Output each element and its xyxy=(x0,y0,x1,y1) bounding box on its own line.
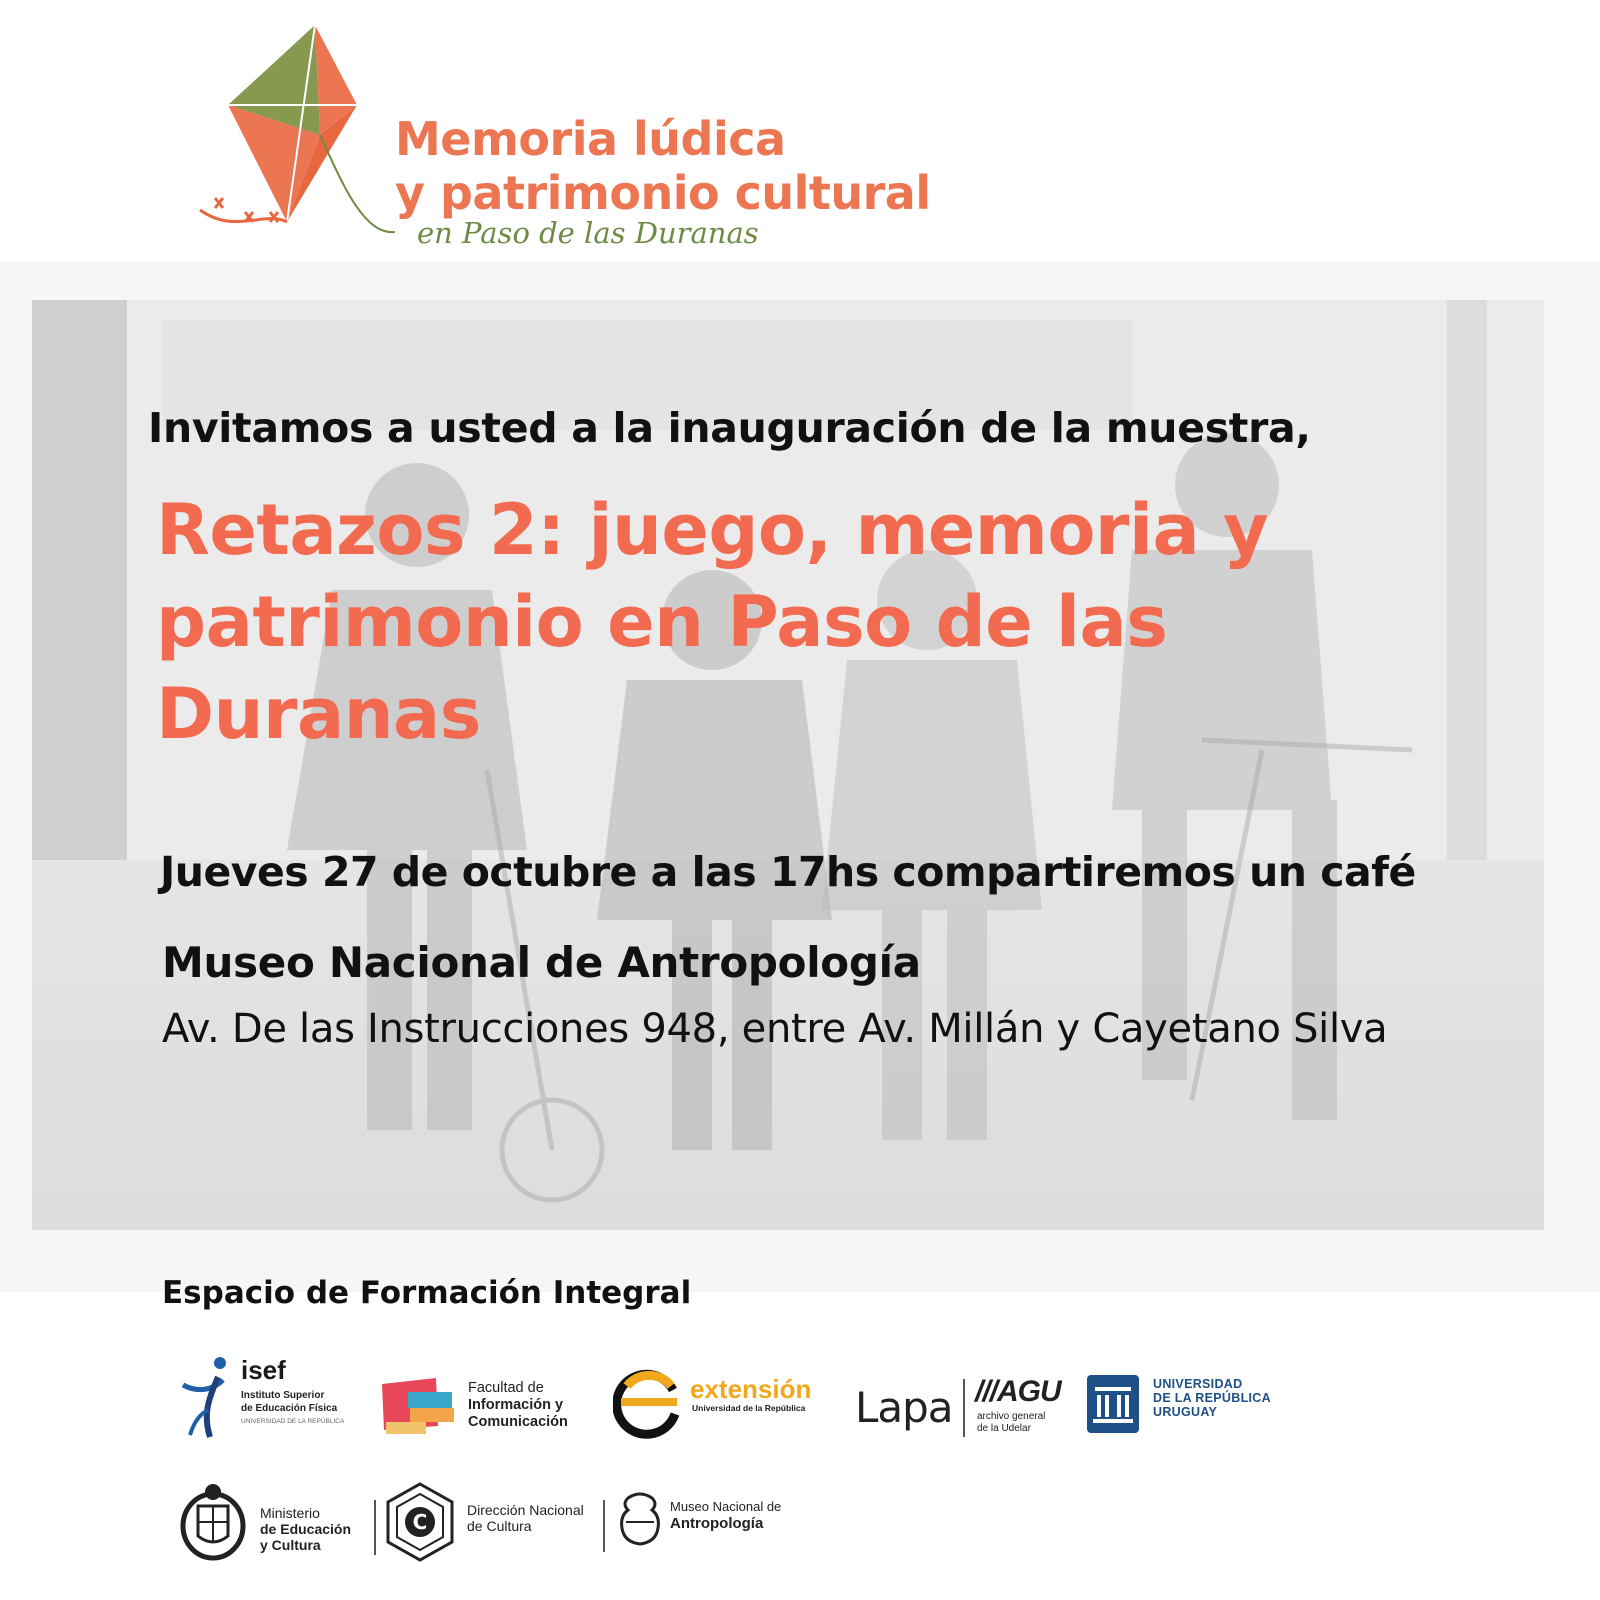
isef-line2: de Educación Física xyxy=(241,1403,338,1414)
logo-subtitle: en Paso de las Duranas xyxy=(417,216,759,250)
isef-line3: UNIVERSIDAD DE LA REPÚBLICA xyxy=(241,1418,345,1425)
venue-name: Museo Nacional de Antropología xyxy=(162,938,921,987)
udelar-line1: UNIVERSIDAD xyxy=(1153,1377,1243,1391)
mec-line3: y Cultura xyxy=(260,1537,321,1553)
mna-logo xyxy=(618,1492,803,1552)
agu-line1: archivo general xyxy=(977,1411,1046,1422)
dnc-divider xyxy=(603,1500,605,1552)
isef-logo xyxy=(178,1355,358,1440)
agu-name: ///AGU xyxy=(975,1375,1061,1408)
fic-logo xyxy=(380,1378,580,1438)
lapa-name: Lapa xyxy=(855,1383,953,1432)
logo-title-line1: Memoria lúdica xyxy=(395,112,786,166)
dnc-line2: de Cultura xyxy=(467,1518,532,1534)
extension-e-icon xyxy=(613,1368,685,1440)
extension-name: extensión xyxy=(690,1374,812,1404)
agu-line2: de la Udelar xyxy=(977,1423,1031,1434)
mec-logo xyxy=(178,1480,378,1565)
isef-line1: Instituto Superior xyxy=(241,1390,325,1401)
logo-title-line2: y patrimonio cultural xyxy=(395,166,931,220)
fic-line1: Facultad de xyxy=(468,1380,544,1396)
exhibition-title: Retazos 2: juego, memoria y patrimonio en Paso de las Duranas xyxy=(156,489,1269,755)
dnc-logo xyxy=(385,1482,605,1562)
mna-line1: Museo Nacional de xyxy=(670,1499,782,1514)
udelar-logo xyxy=(1087,1375,1271,1435)
lapa-divider xyxy=(963,1379,965,1437)
fic-line3: Comunicación xyxy=(468,1414,568,1430)
fic-line2: Información y xyxy=(468,1397,564,1413)
mec-divider xyxy=(374,1500,376,1555)
program-name: Espacio de Formación Integral xyxy=(162,1275,692,1311)
event-datetime: Jueves 27 de octubre a las 17hs compartiremos un café xyxy=(160,848,1416,896)
kite-icon xyxy=(195,20,395,250)
udelar-line2: DE LA REPÚBLICA xyxy=(1153,1391,1271,1405)
mna-line2: Antropología xyxy=(670,1515,764,1532)
museum-vessel-icon xyxy=(618,1492,662,1548)
dnc-hexagon-icon xyxy=(385,1482,455,1562)
memoria-ludica-logo xyxy=(195,20,931,255)
mec-line1: Ministerio xyxy=(260,1505,320,1521)
isef-figure-icon xyxy=(178,1355,238,1440)
extension-logo xyxy=(613,1368,823,1443)
venue-address: Av. De las Instrucciones 948, entre Av. Millán y Cayetano Silva xyxy=(162,1006,1388,1052)
invitation-intro: Invitamos a usted a la inauguración de la muestra, xyxy=(148,404,1311,452)
isef-name: isef xyxy=(241,1355,286,1385)
dnc-line1: Dirección Nacional xyxy=(467,1502,584,1518)
national-shield-icon xyxy=(178,1480,248,1564)
fic-blocks-icon xyxy=(380,1378,456,1438)
lapa-agu-logo xyxy=(855,1375,1061,1445)
mec-line2: de Educación xyxy=(260,1521,352,1537)
extension-subtitle: Universidad de la República xyxy=(692,1403,806,1413)
svg-text:C: C xyxy=(412,1510,428,1534)
udelar-line3: URUGUAY xyxy=(1153,1405,1218,1419)
udelar-building-icon xyxy=(1087,1375,1139,1433)
